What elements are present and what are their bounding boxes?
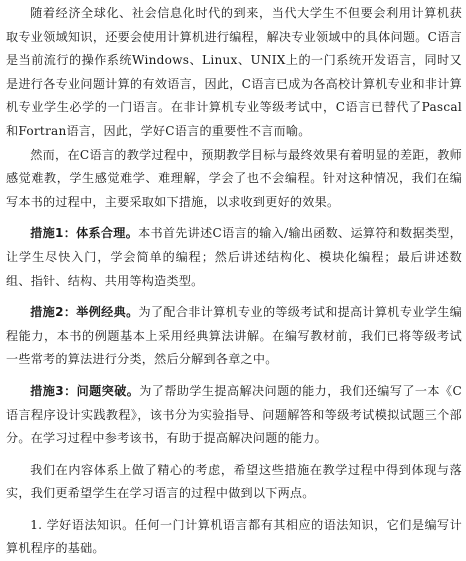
paragraph-expectation [6,459,462,506]
measure-1-text: 本书首先讲述C语言的输入/输出函数、运算符和数据类型，让学生尽快入门，学会简单的编程；然后讲述结构化、模块化编程；最后讲述数组、指针、结构、共用等构造类型。 [6,226,462,288]
paragraph-measure-3 [6,380,462,451]
paragraph-teaching-gap [6,144,462,215]
paragraph-point-1-text: 1. 学好语法知识。任何一门计算机语言都有其相应的语法知识，它们是编写计算机程序的基础。 [6,517,462,556]
document-page [6,2,462,561]
paragraph-expectation-text: 我们在内容体系上做了精心的考虑，希望这些措施在教学过程中得到体现与落实，我们更希望学生在学习语言的过程中做到以下两点。 [6,462,462,501]
measure-1-heading: 措施1：体系合理。 [30,226,139,241]
paragraph-teaching-gap-text: 然而，在C语言的教学过程中，预期教学目标与最终效果有着明显的差距，教师感觉难教，学生感觉难学、难理解，学会了也不会编程。针对这种情况，我们在编写本书的过程中，主要采取如下措施，以求收到更好的效果。 [6,147,462,209]
measure-2-heading: 措施2：举例经典。 [30,305,139,320]
measure-3-text: 为了帮助学生提高解决问题的能力，我们还编写了一本《C语言程序设计实践教程》，该书分为实验指导、问题解答和等级考试模拟试题三个部分。在学习过程中参考该书，有助于提高解决问题的能力。 [6,383,462,446]
paragraph-measure-2 [6,301,462,372]
measure-2-text: 为了配合非计算机专业的等级考试和提高计算机专业学生编程能力，本书的例题基本上采用经典算法讲解。在编写教材前，我们已将等级考试一些常考的算法进行分类，然后分解到各章之中。 [6,305,462,367]
paragraph-intro [6,2,462,144]
paragraph-point-1 [6,514,462,561]
paragraph-intro-text: 随着经济全球化、社会信息化时代的到来，当代大学生不但要会利用计算机获取专业领域知识，还要会使用计算机进行编程，解决专业领域中的具体问题。C语言是当前流行的操作系统Windows、Linux、UNIX上的一门系统开发语言，同时又是进行各专业问题计算的有效语言，因此，C语言已成为各高校计算机专业和非计算机专业学生必学的一门语言。在非计算机专业等级考试中，C语言已替代了Pascal和Fortran语言，因此，学好C语言的重要性不言而喻。 [6,6,462,138]
measure-3-heading: 措施3：问题突破。 [30,383,140,398]
paragraph-measure-1 [6,222,462,293]
